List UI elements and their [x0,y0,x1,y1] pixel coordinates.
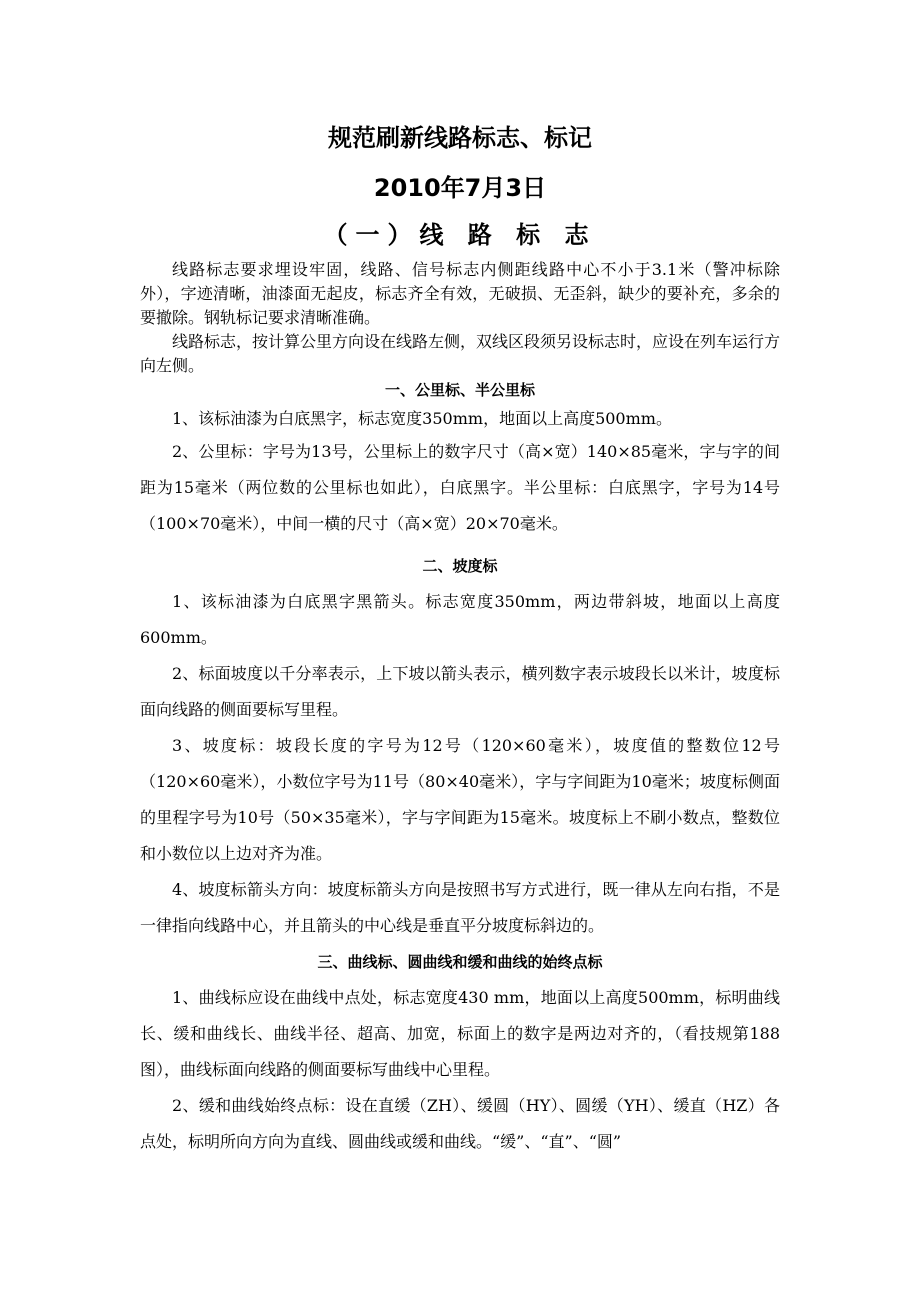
body-paragraph: 2、标面坡度以千分率表示，上下坡以箭头表示，横列数字表示坡段长以米计，坡度标面向线路的侧面要标写里程。 [140,664,780,719]
section-title: （一）线 路 标 志 [323,221,597,249]
intro-paragraph: 线路标志要求埋设牢固，线路、信号标志内侧距线路中心不小于3.1米（警冲标除外），字迹清晰，油漆面无起皮，标志齐全有效，无破损、无歪斜，缺少的要补充，多余的要撤除。钢轨标记要求清晰准确。 [140,260,780,327]
section-heading: 二、坡度标 [422,557,498,575]
body-paragraph: 4、坡度标箭头方向：坡度标箭头方向是按照书写方式进行，既一律从左向右指，不是一律指向线路中心，并且箭头的中心线是垂直平分坡度标斜边的。 [140,880,780,935]
section-heading: 一、公里标、半公里标 [384,381,535,399]
intro-block [140,258,780,378]
body-paragraph: 1、该标油漆为白底黑字黑箭头。标志宽度350mm，两边带斜坡，地面以上高度600mm。 [140,592,780,647]
document-date: 2010年7月3日 [373,174,547,202]
document-title: 规范刷新线路标志、标记 [328,124,592,152]
section-heading: 三、曲线标、圆曲线和缓和曲线的始终点标 [317,953,603,971]
section-body [140,404,780,542]
body-paragraph: 1、曲线标应设在曲线中点处，标志宽度430 mm，地面以上高度500mm，标明曲线长、缓和曲线长、曲线半径、超高、加宽，标面上的数字是两边对齐的，（看技规第188图），曲线标面向线路的侧面要标写曲线中心里程。 [140,988,780,1079]
body-paragraph: 2、缓和曲线始终点标：设在直缓（ZH）、缓圆（HY）、圆缓（YH）、缓直（HZ）各点处，标明所向方向为直线、圆曲线或缓和曲线。“缓”、“直”、“圆” [140,1096,780,1151]
body-paragraph: 1、该标油漆为白底黑字，标志宽度350mm，地面以上高度500mm。 [172,409,672,428]
body-paragraph: 2、公里标：字号为13号，公里标上的数字尺寸（高×宽）140×85毫米，字与字的间距为15毫米（两位数的公里标也如此），白底黑字。半公里标：白底黑字，字号为14号（100×70毫米），中间一横的尺寸（高×宽）20×70毫米。 [140,442,780,533]
intro-paragraph: 线路标志，按计算公里方向设在线路左侧，双线区段须另设标志时，应设在列车运行方向左侧。 [140,332,781,375]
section-body [140,584,780,944]
document-page [140,112,780,1160]
section-body [140,980,780,1160]
body-paragraph: 3、坡度标：坡段长度的字号为12号（120×60毫米），坡度值的整数位12号（120×60毫米），小数位字号为11号（80×40毫米），字与字间距为10毫米；坡度标侧面的里程字号为10号（50×35毫米），字与字间距为15毫米。坡度标上不刷小数点，整数位和小数位以上边对齐为准。 [140,736,780,863]
